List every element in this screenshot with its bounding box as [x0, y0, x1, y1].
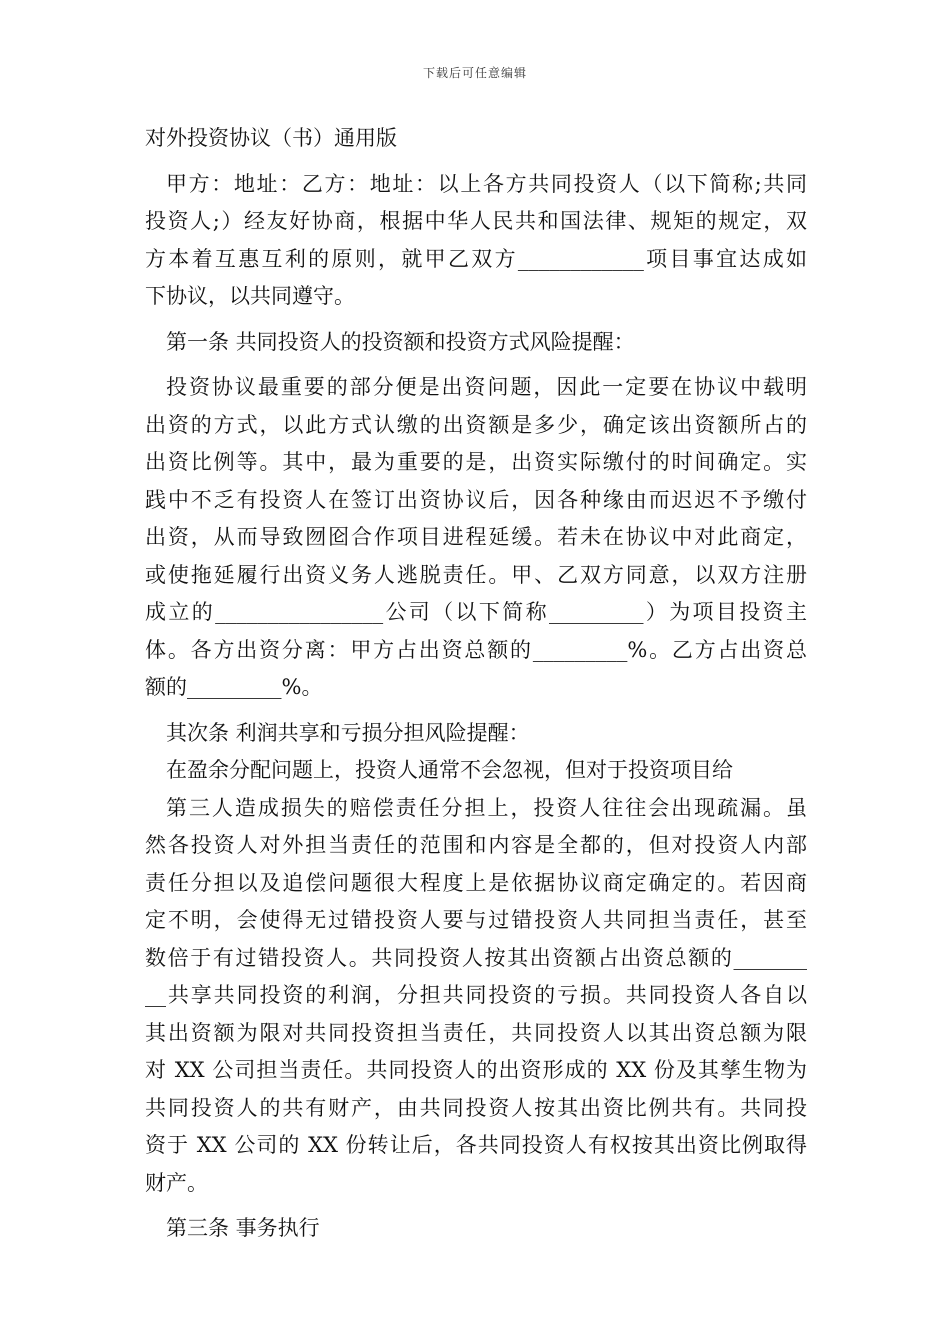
- paragraph-line: 投资协议最重要的部分便是出资问题，因此一定要在协议中载明: [166, 375, 807, 399]
- page-header-note: 下载后可任意编辑: [422, 66, 527, 80]
- paragraph-line: 出资的方式，以此方式认缴的出资额是多少，确定该出资额所占的: [145, 412, 807, 437]
- paragraph-line: 责任分担以及追偿问题很大程度上是依据协议商定确定的。若因商: [145, 870, 807, 895]
- paragraph-line: 然各投资人对外担当责任的范围和内容是全都的，但对投资人内部: [145, 833, 807, 857]
- section-heading-2: 其次条 利润共享和亏损分担风险提醒：: [166, 720, 530, 745]
- section-heading-3: 第三条 事务执行: [166, 1216, 320, 1240]
- paragraph-line: 对 XX 公司担当责任。共同投资人的出资形成的 XX 份及其孳生物为: [145, 1058, 807, 1082]
- paragraph-line: __共享共同投资的利润，分担共同投资的亏损。共同投资人各自以: [145, 983, 807, 1007]
- paragraph-line: 投资人;）经友好协商，根据中华人民共和国法律、规矩的规定，双: [145, 209, 807, 233]
- paragraph-line: 出资比例等。其中，最为重要的是，出资实际缴付的时间确定。实: [145, 450, 807, 474]
- paragraph-line: 财产。: [145, 1170, 208, 1195]
- paragraph-line: 践中不乏有投资人在签订出资协议后，因各种缘由而迟迟不予缴付: [145, 487, 807, 512]
- paragraph-line: 共同投资人的共有财产，由共同投资人按其出资比例共有。共同投: [145, 1095, 807, 1120]
- paragraph-line: 定不明，会使得无过错投资人要与过错投资人共同担当责任，甚至: [145, 908, 807, 932]
- paragraph-line: 或使拖延履行出资义务人逃脱责任。甲、乙双方同意，以双方注册: [145, 562, 807, 587]
- paragraph-line: 在盈余分配问题上，投资人通常不会忽视，但对于投资项目给: [166, 758, 733, 782]
- paragraph-line: 方本着互惠互利的原则，就甲乙双方____________项目事宜达成如: [145, 246, 807, 271]
- document-body: [145, 120, 807, 1248]
- paragraph-line: 数倍于有过错投资人。共同投资人按其出资额占出资总额的_______: [145, 945, 807, 970]
- paragraph-line: 体。各方出资分离：甲方占出资总额的_________%。乙方占出资总: [145, 637, 807, 662]
- paragraph-line: 成立的________________公司（以下简称_________）为项目投资主: [145, 600, 807, 624]
- paragraph-line: 其出资额为限对共同投资担当责任，共同投资人以其出资总额为限: [145, 1020, 807, 1045]
- section-heading-1: 第一条 共同投资人的投资额和投资方式风险提醒：: [166, 329, 635, 354]
- paragraph-line: 额的_________%。: [145, 675, 323, 699]
- paragraph-line: 甲方：地址：乙方：地址：以上各方共同投资人（以下简称;共同: [166, 171, 807, 196]
- paragraph-line: 第三人造成损失的赔偿责任分担上，投资人往往会出现疏漏。虽: [166, 795, 807, 820]
- paragraph-line: 资于 XX 公司的 XX 份转让后，各共同投资人有权按其出资比例取得: [145, 1133, 807, 1157]
- document-title: 对外投资协议（书）通用版: [145, 126, 397, 150]
- paragraph-line: 下协议，以共同遵守。: [145, 284, 355, 308]
- paragraph-line: 出资，从而导致囫囵合作项目进程延缓。若未在协议中对此商定，: [145, 525, 807, 549]
